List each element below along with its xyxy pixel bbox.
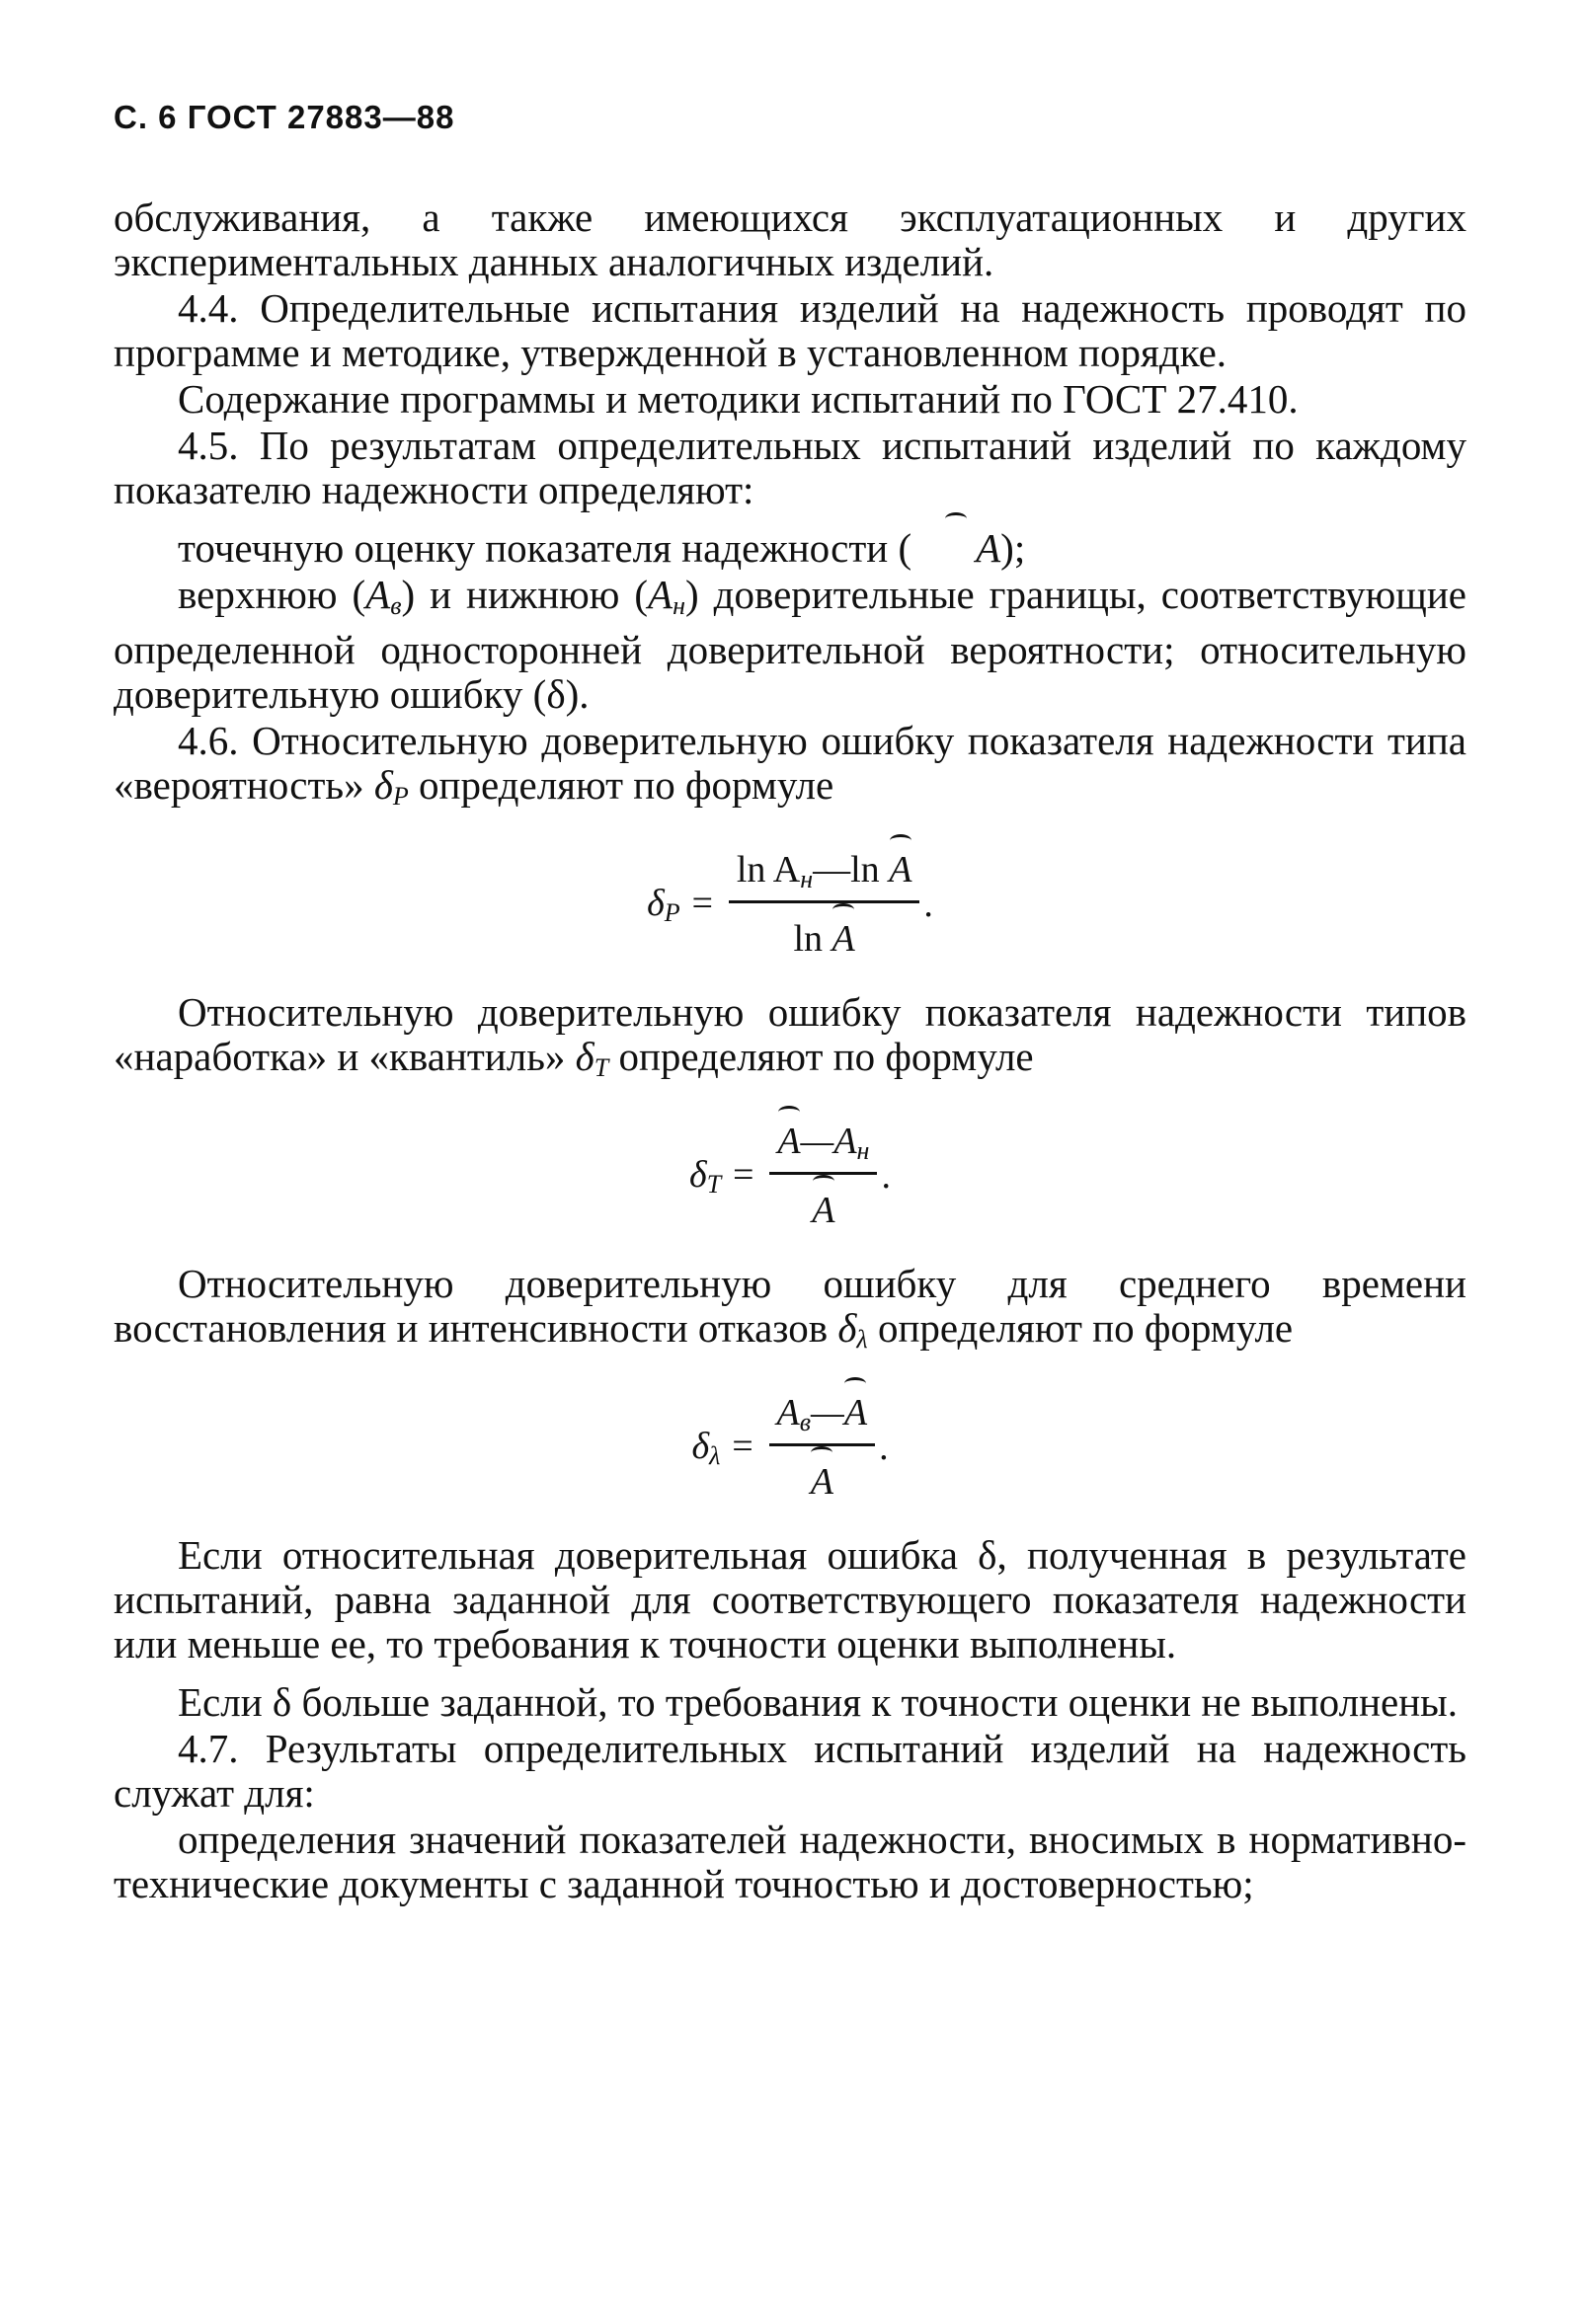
- denominator: A: [810, 1461, 833, 1503]
- symbol-delta: δ: [837, 1305, 857, 1351]
- denominator: ln A: [793, 918, 855, 960]
- subscript: T: [594, 1053, 609, 1082]
- text: 4.6. Относительную доверительную ошибку показателя надежности типа «вероятность»: [114, 718, 1466, 808]
- subscript: P: [392, 782, 409, 811]
- subscript: н: [673, 591, 685, 620]
- paragraph: Если относительная доверительная ошибка δ, полученная в результате испытаний, равна заданной для соответствующего показателя надежности или меньше ее, то требования к точности оценки выполнены.: [114, 1532, 1466, 1666]
- fraction: [769, 1120, 877, 1232]
- page-header: С. 6 ГОСТ 27883—88: [114, 99, 455, 135]
- formula-delta-lambda: [114, 1391, 1466, 1504]
- subscript: λ: [856, 1325, 868, 1354]
- text: определяют по формуле: [408, 762, 834, 808]
- formula-lhs: $\delta_\lambda$ =: [691, 1425, 755, 1470]
- formula-lhs: $\delta_T$ =: [689, 1153, 756, 1199]
- numerator: $A_в—A$: [769, 1391, 876, 1446]
- symbol-a-hat: A: [911, 526, 1000, 571]
- text: Относительную доверительную ошибку показателя надежности типов «наработка» и «квантиль»: [114, 989, 1466, 1079]
- text: );: [1000, 525, 1026, 571]
- text: ) и нижнюю (: [401, 572, 649, 617]
- denominator: A: [812, 1190, 835, 1231]
- symbol-a: A: [365, 572, 391, 617]
- document-page: [114, 99, 1466, 1908]
- fraction: [769, 1391, 876, 1504]
- paragraph-delta-lambda: [114, 1262, 1466, 1361]
- formula-end: .: [923, 884, 933, 925]
- text: верхнюю (: [178, 572, 366, 617]
- paragraph-delta-t: [114, 990, 1466, 1090]
- text: определяют по формуле: [867, 1305, 1294, 1351]
- formula-end: .: [881, 1155, 891, 1197]
- paragraph: Если δ больше заданной, то требования к точности оценки не выполнены.: [178, 1679, 1458, 1725]
- formula-delta-p: [114, 848, 1466, 961]
- symbol-delta: δ: [575, 1034, 594, 1079]
- paragraph-confidence-bounds: [114, 573, 1466, 717]
- formula-lhs: $\delta_P$ =: [647, 882, 715, 927]
- formula-end: .: [879, 1427, 889, 1468]
- paragraph: определения значений показателей надежности, вносимых в нормативно-технические документы с заданной точностью и достоверностью;: [114, 1817, 1466, 1906]
- numerator: $A—A_н$: [769, 1120, 877, 1175]
- paragraph-4-6: [114, 719, 1466, 818]
- formula-delta-t: [114, 1120, 1466, 1232]
- text: Относительную доверительную ошибку для среднего времени восстановления и интенсивности отказов: [114, 1261, 1466, 1351]
- symbol-a: A: [648, 572, 673, 617]
- numerator: $\ln A_н—\ln$ A: [729, 848, 920, 903]
- paragraph-point-estimate: [114, 526, 1466, 571]
- paragraph-4-7: 4.7. Результаты определительных испытаний изделий на надежность служат для:: [114, 1726, 1466, 1816]
- paragraph-4-5: 4.5. По результатам определительных испытаний изделий по каждому показателю надежности определяют:: [114, 423, 1466, 512]
- text: точечную оценку показателя надежности (: [178, 525, 912, 571]
- paragraph: Содержание программы и методики испытаний по ГОСТ 27.410.: [178, 376, 1299, 422]
- symbol-delta: δ: [373, 762, 393, 808]
- text: ) доверительные границы, соответствующие определенной односторонней доверительной вероятности; относительную доверительную ошибку (δ).: [114, 572, 1466, 717]
- fraction: [729, 848, 920, 961]
- text: определяют по формуле: [608, 1034, 1034, 1079]
- subscript: в: [390, 591, 402, 620]
- paragraph-4-4: 4.4. Определительные испытания изделий на надежность проводят по программе и методике, утвержденной в установленном порядке.: [114, 285, 1466, 375]
- paragraph: обслуживания, а также имеющихся эксплуатационных и других экспериментальных данных аналогичных изделий.: [114, 194, 1466, 284]
